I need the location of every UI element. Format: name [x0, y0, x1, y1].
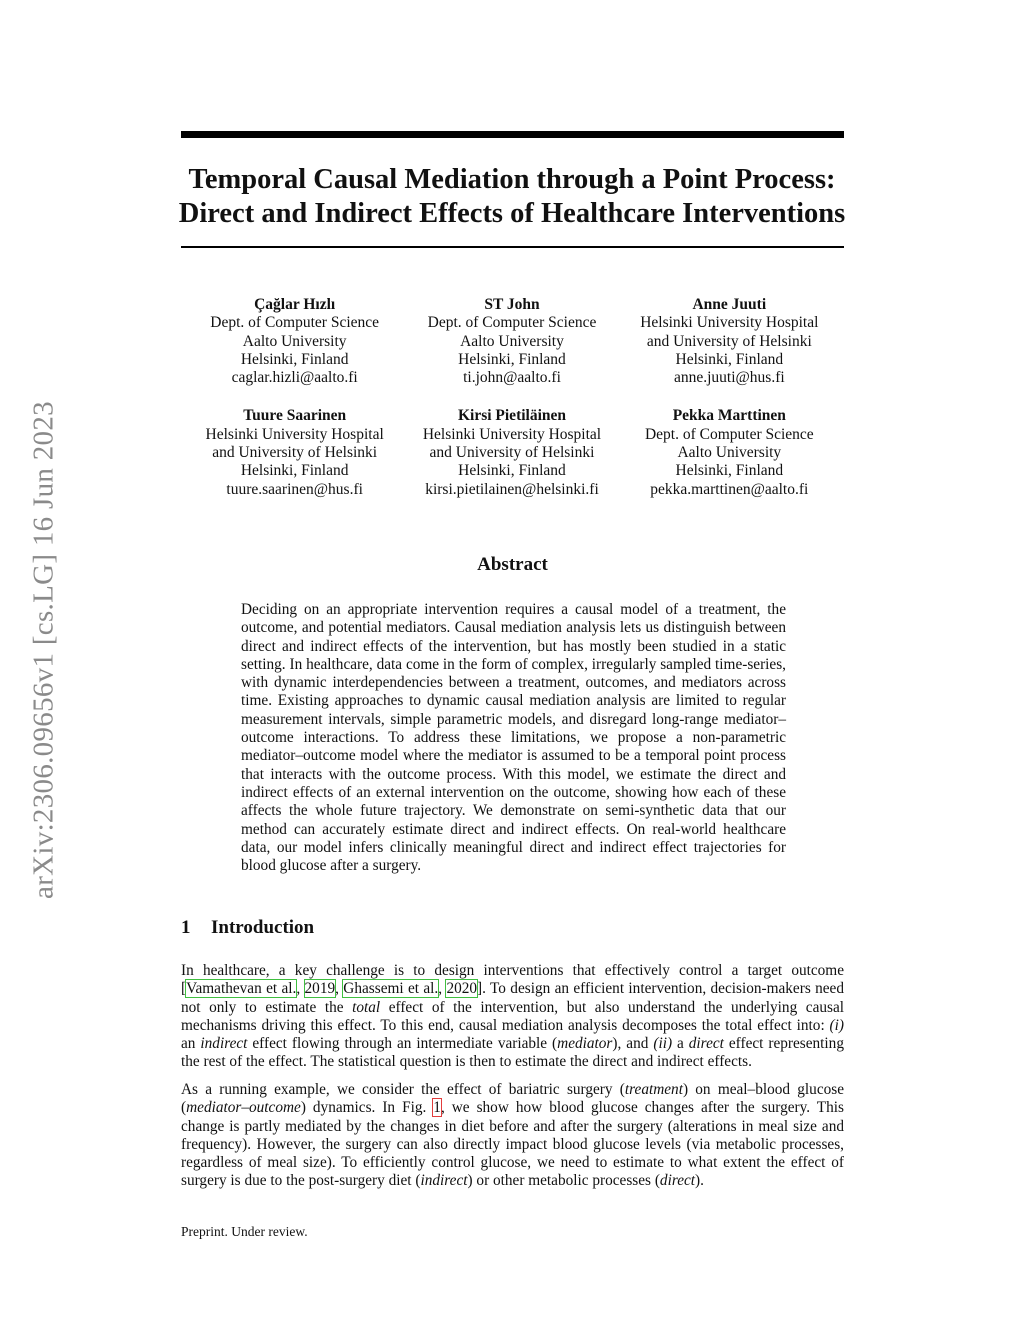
author-email[interactable]: kirsi.pietilainen@helsinki.fi	[425, 480, 599, 498]
arxiv-identifier	[24, 360, 64, 940]
author-location: Helsinki, Finland	[240, 350, 349, 368]
author-name: Tuure Saarinen	[243, 407, 347, 425]
author-name: ST John	[484, 296, 540, 313]
author-location: Helsinki, Finland	[458, 462, 566, 480]
figure-reference-link[interactable]: 1	[433, 1099, 441, 1117]
citation-link[interactable]: Ghassemi et al.	[343, 980, 439, 998]
text-run: ), and	[612, 1035, 654, 1053]
author-block	[186, 296, 838, 499]
author-institution: and University of Helsinki	[212, 444, 378, 462]
citation-link[interactable]: 2020	[446, 980, 478, 998]
paper-title	[160, 163, 864, 231]
text-run: a	[672, 1035, 689, 1053]
author-email[interactable]: pekka.marttinen@aalto.fi	[650, 480, 809, 498]
text-run: , we show how blood glucose changes after the surgery. This change is partly mediated by the changes in diet before and after the surgery (alterations in meal size and frequency). However, the surgery can also directly impact blood glucose levels (via metabolic processes, regardless of meal size). To efficiently control glucose, we need to estimate to what extent the effect of surgery is due to the post-surgery diet (	[181, 1099, 844, 1190]
intro-paragraph-1	[181, 962, 844, 1072]
author-institution: and University of Helsinki	[646, 332, 812, 350]
section-number: 1	[181, 917, 191, 938]
title-top-rule	[181, 131, 844, 138]
author-affiliation: Helsinki University Hospital	[205, 425, 384, 443]
paper-title-line-2: Direct and Indirect Effects of Healthcare Interventions	[178, 198, 846, 229]
text-run: ,	[296, 980, 305, 998]
emphasis: total	[352, 998, 381, 1016]
section-title: Introduction	[211, 917, 315, 938]
author-institution: and University of Helsinki	[429, 444, 595, 462]
text-run: ).	[695, 1172, 704, 1190]
author-affiliation: Helsinki University Hospital	[640, 314, 819, 332]
text-run: In healthcare, a key challenge is to design interventions that effectively control a target outcome [	[181, 962, 844, 998]
emphasis: indirect	[420, 1172, 468, 1190]
text-run: ,	[438, 980, 447, 998]
author-email[interactable]: anne.juuti@hus.fi	[673, 369, 785, 387]
emphasis: (i)	[829, 1016, 844, 1034]
paper-title-line-1: Temporal Causal Mediation through a Point Process:	[188, 164, 836, 195]
text-run: ]. To design an efficient intervention, decision-makers need not only to estimate the	[181, 980, 844, 1016]
author-name: Çağlar Hızlı	[254, 296, 336, 313]
title-bottom-rule	[181, 246, 844, 248]
author-institution: Aalto University	[460, 332, 564, 350]
emphasis: direct	[659, 1172, 696, 1190]
intro-paragraph-2	[181, 1081, 844, 1191]
author-card	[403, 407, 620, 498]
text-run: an	[181, 1035, 201, 1053]
author-location: Helsinki, Finland	[458, 350, 566, 368]
text-run: As a running example, we consider the effect of bariatric surgery (	[181, 1081, 625, 1098]
author-card	[621, 407, 838, 498]
citation-link[interactable]: Vamathevan et al.	[186, 980, 297, 998]
text-run: effect flowing through an intermediate variable (	[247, 1035, 558, 1053]
arxiv-identifier-text: arXiv:2306.09656v1 [cs.LG] 16 Jun 2023	[27, 401, 60, 899]
abstract-body: Deciding on an appropriate intervention requires a causal model of a treatment, the outcome, and potential mediators. Causal mediation analysis lets us distinguish between direct and indirect effects of the intervention, but has mostly been studied in a static setting. In healthcare, data come in the form of complex, irregularly sampled time-series, with dynamic interdependencies between a treatment, outcomes, and mediators across time. Existing approaches to dynamic causal mediation analysis are limited to regular measurement intervals, simple parametric models, and disregard long-range mediator–outcome interactions. To address these limitations, we propose a non-parametric mediator–outcome model where the mediator is assumed to be a temporal point process that interacts with the outcome process. With this model, we estimate the direct and indirect effects of an external intervention on the outcome, showing how each of these affects the whole future trajectory. We demonstrate on semi-synthetic data that our method can accurately estimate direct and indirect effects. On real-world healthcare data, our model infers clinically meaningful direct and indirect effect trajectories for blood glucose after a surgery.	[241, 601, 786, 875]
author-card	[186, 407, 403, 498]
text-run: effect of the intervention, but also understand the underlying causal mechanisms driving this effect. To this end, causal mediation analysis decomposes the total effect into:	[181, 998, 844, 1034]
author-name: Anne Juuti	[692, 296, 767, 313]
text-run: ) or other metabolic processes (	[467, 1172, 660, 1190]
text-run: ) dynamics. In Fig.	[300, 1099, 434, 1117]
author-institution: Aalto University	[677, 444, 782, 462]
author-location: Helsinki, Finland	[675, 350, 784, 368]
author-email[interactable]: tuure.saarinen@hus.fi	[226, 480, 363, 498]
author-email[interactable]: ti.john@aalto.fi	[463, 369, 561, 387]
emphasis: treatment	[624, 1081, 683, 1098]
citation-link[interactable]: 2019	[304, 980, 336, 998]
author-name: Pekka Marttinen	[672, 407, 786, 425]
author-card	[621, 296, 838, 387]
author-email[interactable]: caglar.hizli@aalto.fi	[231, 369, 358, 387]
author-card	[186, 296, 403, 387]
abstract-heading: Abstract	[477, 554, 548, 575]
section-heading-introduction	[181, 917, 314, 939]
emphasis: mediator–outcome	[186, 1099, 301, 1117]
emphasis: indirect	[200, 1035, 248, 1053]
author-location: Helsinki, Finland	[240, 462, 349, 480]
emphasis: mediator	[557, 1035, 613, 1053]
page-footer: Preprint. Under review.	[181, 1224, 308, 1239]
author-affiliation: Dept. of Computer Science	[427, 314, 597, 332]
author-affiliation: Dept. of Computer Science	[210, 314, 380, 332]
emphasis: direct	[688, 1035, 724, 1053]
author-location: Helsinki, Finland	[675, 462, 784, 480]
author-institution: Aalto University	[242, 332, 347, 350]
author-affiliation: Helsinki University Hospital	[422, 425, 602, 443]
author-name: Kirsi Pietiläinen	[457, 407, 567, 425]
text-run: effect representing the rest of the effect. The statistical question is then to estimate the direct and indirect effects.	[181, 1035, 844, 1071]
text-run: ) on meal–blood glucose (	[181, 1081, 844, 1117]
text-run: ,	[335, 980, 344, 998]
emphasis: (ii)	[653, 1035, 673, 1053]
author-affiliation: Dept. of Computer Science	[644, 425, 814, 443]
author-card	[403, 296, 620, 387]
